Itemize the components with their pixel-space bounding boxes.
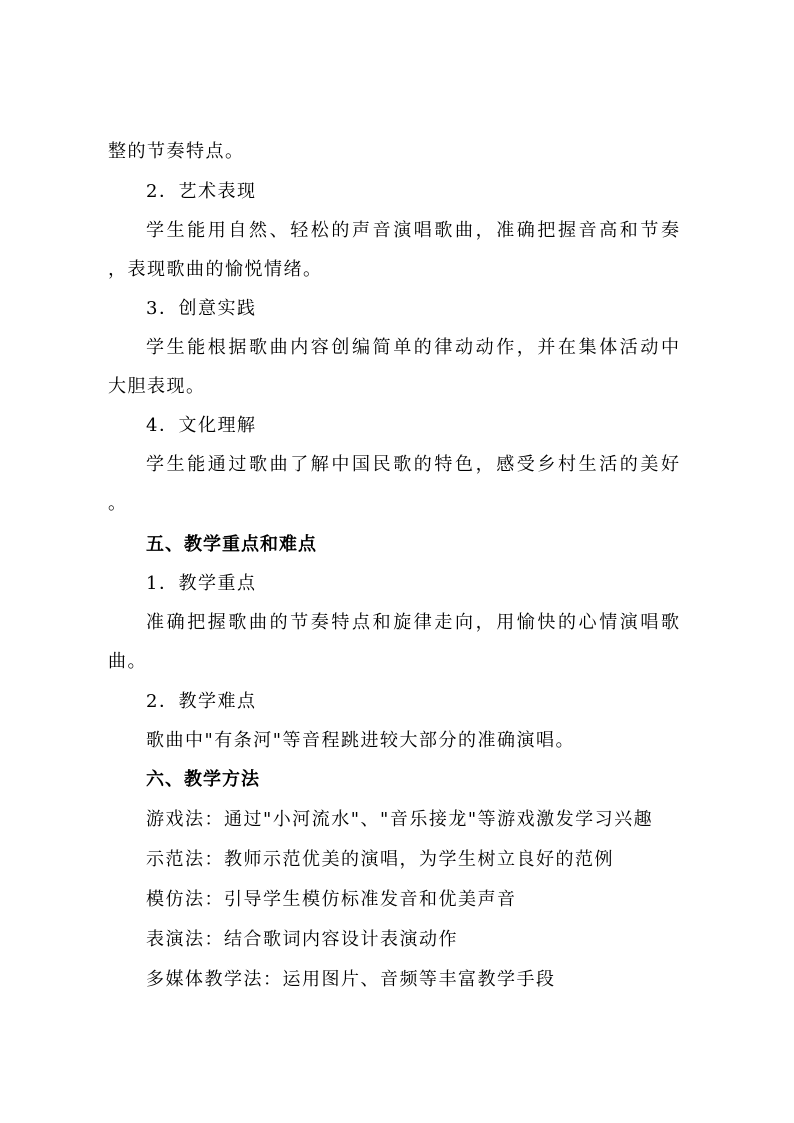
paragraph-line: 大胆表现。	[108, 376, 206, 397]
subheading-teaching-difficulty: 2．教学难点	[146, 691, 257, 712]
section-heading-key-points: 五、教学重点和难点	[146, 534, 317, 555]
method-item: 模仿法：引导学生模仿标准发音和优美声音	[146, 889, 517, 910]
subheading-teaching-focus: 1．教学重点	[146, 573, 257, 594]
paragraph-line: 准确把握歌曲的节奏特点和旋律走向，用愉快的心情演唱歌	[146, 612, 682, 633]
subheading-cultural-understanding: 4．文化理解	[146, 415, 257, 436]
subheading-creative-practice: 3．创意实践	[146, 298, 257, 319]
paragraph-line: 学生能通过歌曲了解中国民歌的特色，感受乡村生活的美好	[146, 454, 682, 475]
method-item: 表演法：结合歌词内容设计表演动作	[146, 929, 458, 950]
section-heading-teaching-methods: 六、教学方法	[146, 769, 260, 790]
subheading-artistic-expression: 2．艺术表现	[146, 181, 257, 202]
paragraph-line: 歌曲中"有条河"等音程跳进较大部分的准确演唱。	[146, 730, 576, 751]
paragraph-line: 学生能根据歌曲内容创编简单的律动动作，并在集体活动中	[146, 337, 682, 358]
method-item: 多媒体教学法：运用图片、音频等丰富教学手段	[146, 969, 556, 990]
paragraph-line: ，表现歌曲的愉悦情绪。	[108, 259, 323, 280]
method-item: 游戏法：通过"小河流水"、"音乐接龙"等游戏激发学习兴趣	[146, 809, 654, 830]
paragraph-continuation: 整的节奏特点。	[108, 141, 245, 162]
method-item: 示范法：教师示范优美的演唱，为学生树立良好的范例	[146, 849, 614, 870]
paragraph-line: 学生能用自然、轻松的声音演唱歌曲，准确把握音高和节奏	[146, 220, 682, 241]
paragraph-line: 。	[108, 493, 128, 514]
paragraph-line: 曲。	[108, 651, 147, 672]
